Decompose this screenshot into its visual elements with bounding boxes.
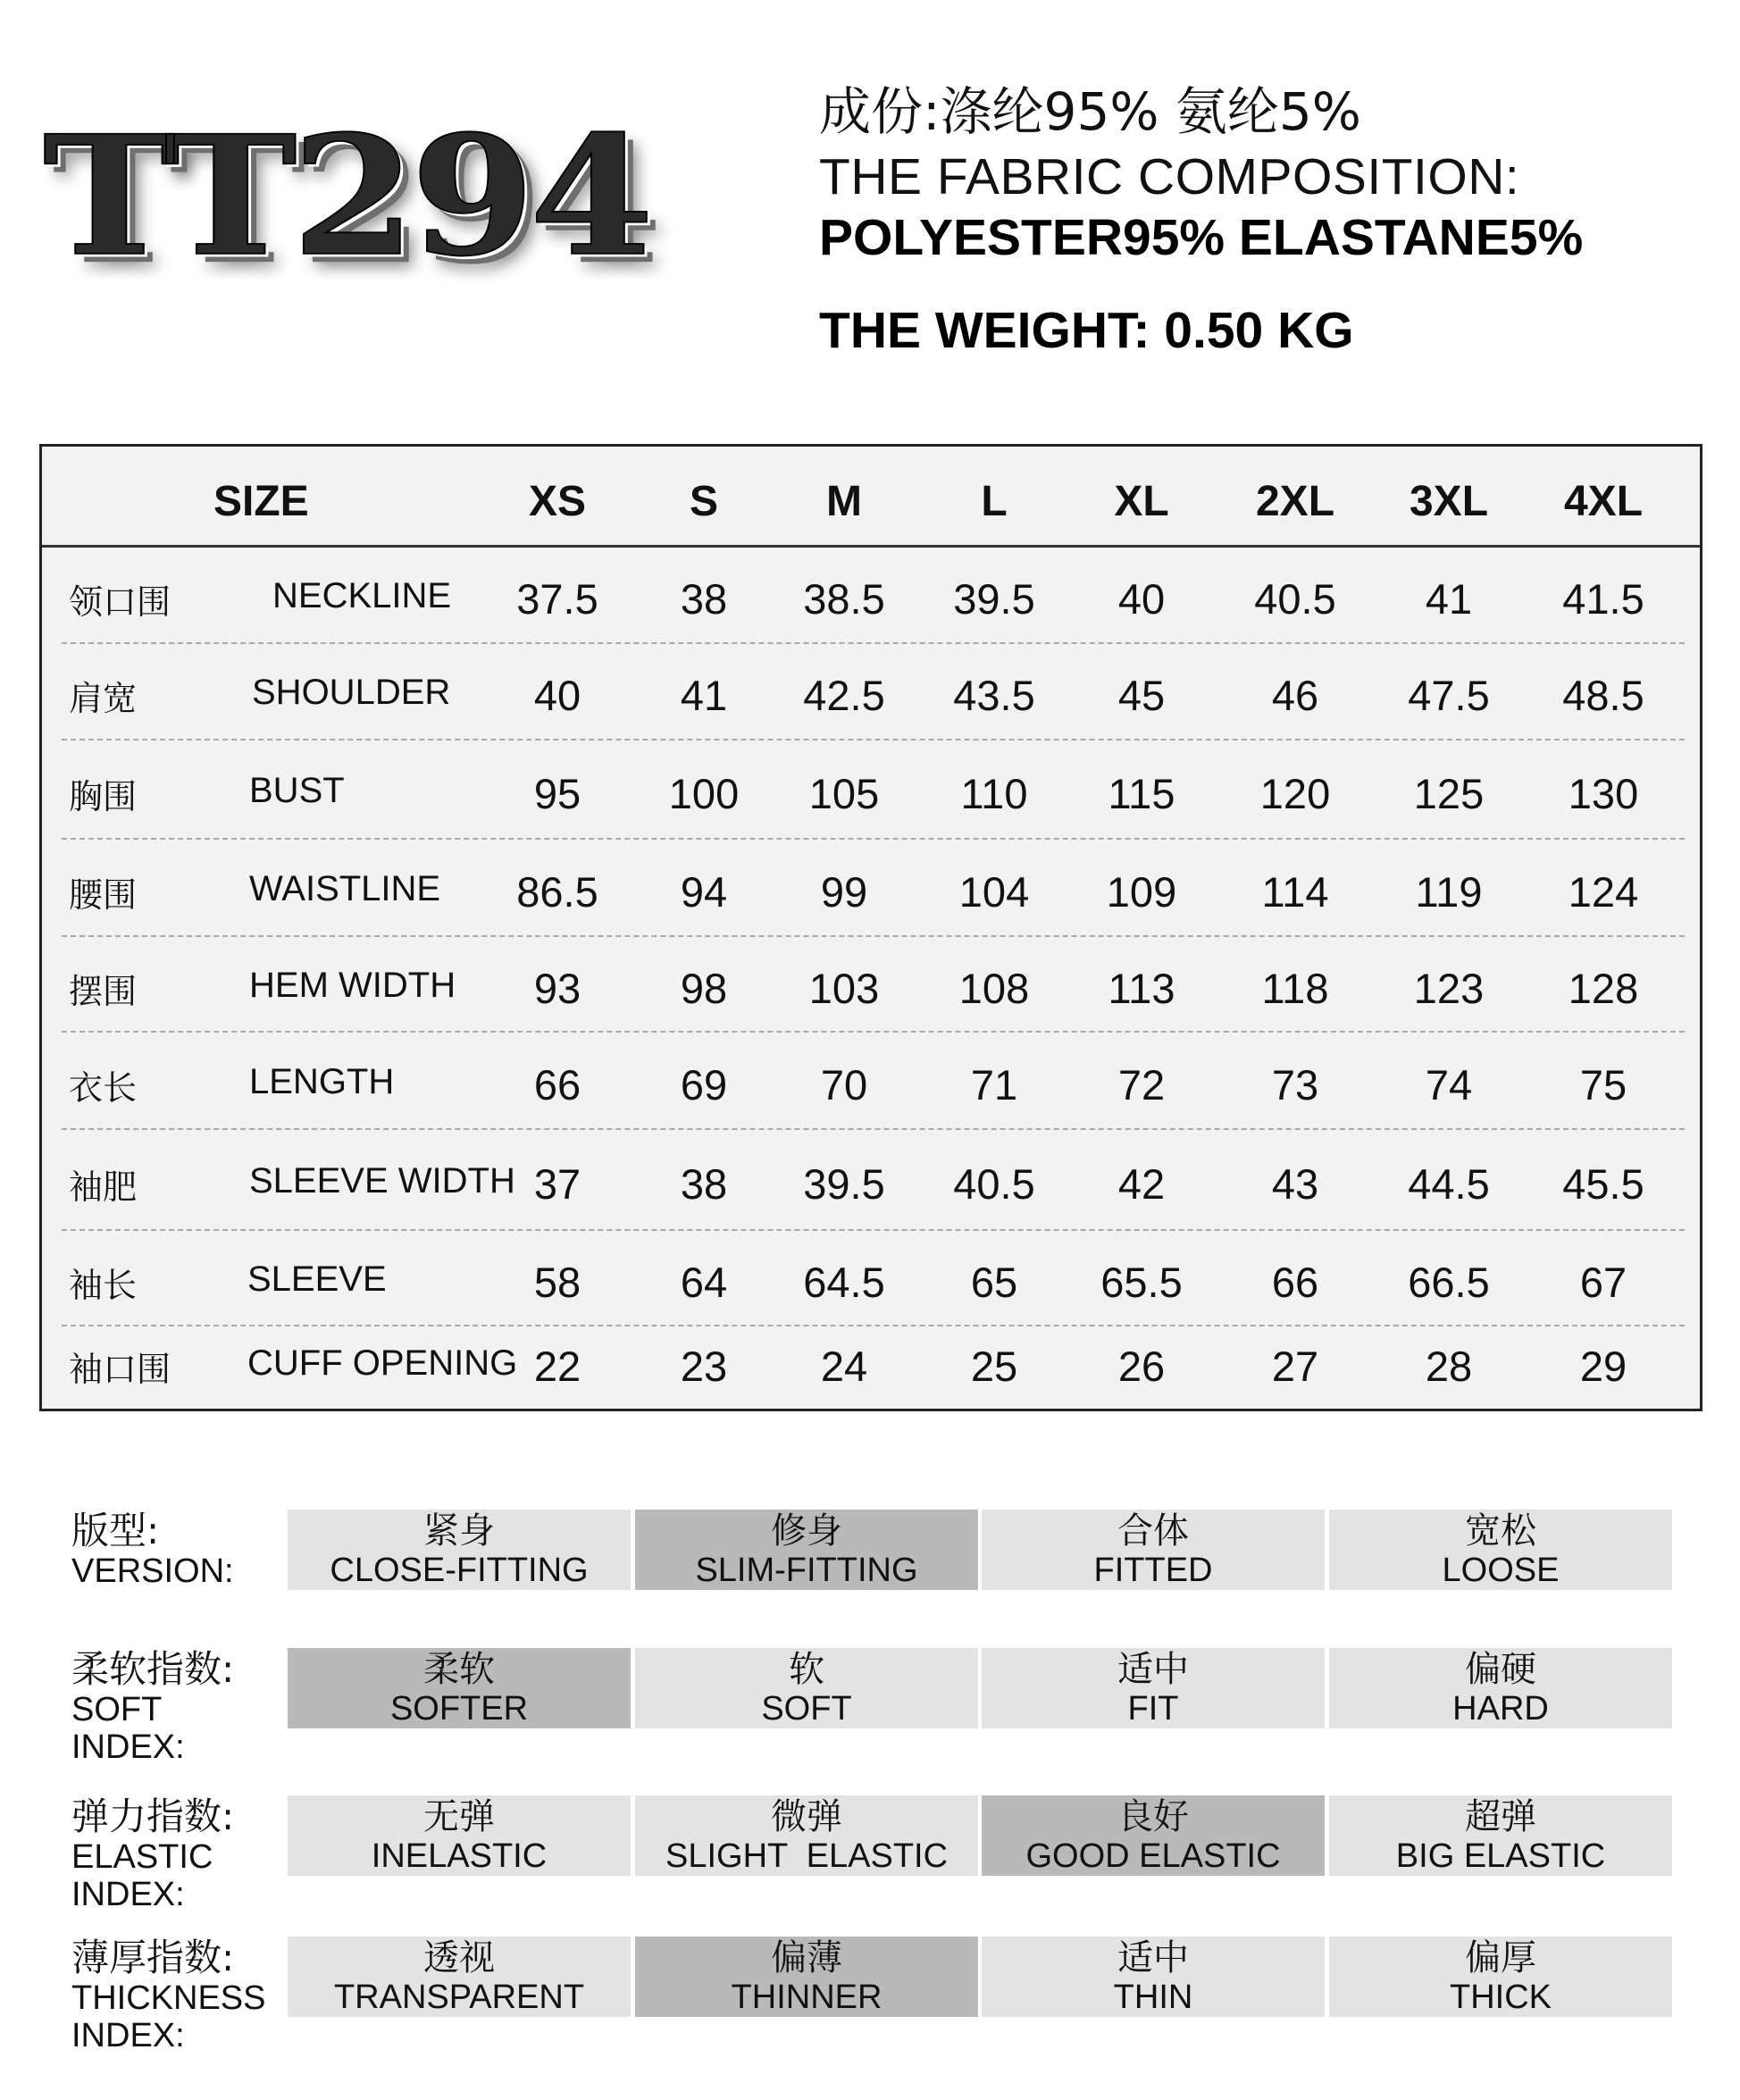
row-label-en: HEM WIDTH — [249, 966, 456, 1005]
index-label — [71, 1937, 265, 2054]
measurement-cell: 105 — [808, 770, 880, 817]
size-header-s: S — [689, 478, 719, 525]
measurement-cell: 104 — [958, 868, 1030, 916]
measurement-cell: 86.5 — [516, 868, 598, 916]
index-option — [1329, 1937, 1672, 2017]
measurement-cell: 93 — [533, 965, 581, 1012]
measurement-cell: 42 — [1117, 1160, 1166, 1208]
index-option — [1329, 1795, 1672, 1876]
index-label-en: THICKNESS — [71, 1979, 266, 2017]
row-label-en: SLEEVE WIDTH — [249, 1161, 515, 1201]
measurement-cell: 130 — [1568, 770, 1639, 817]
measurement-cell: 98 — [680, 965, 728, 1012]
measurement-cell: 38.5 — [803, 575, 885, 623]
row-label-en: LENGTH — [249, 1062, 395, 1101]
option-label-en: SOFT — [761, 1690, 852, 1728]
measurement-cell: 39.5 — [953, 575, 1035, 623]
table-row — [62, 1231, 1685, 1326]
measurement-cell: 67 — [1579, 1259, 1627, 1306]
row-label-cn: 衣长 — [69, 1068, 138, 1108]
index-option — [288, 1795, 631, 1876]
row-label-en: CUFF OPENING — [247, 1343, 518, 1383]
measurement-cell: 40 — [1117, 575, 1166, 623]
index-label — [71, 1648, 234, 1766]
option-label-cn: 适中 — [1117, 1649, 1189, 1690]
option-label-en: THICK — [1450, 1979, 1552, 2016]
measurement-cell: 65 — [970, 1259, 1018, 1306]
table-row — [62, 840, 1685, 937]
measurement-cell: 95 — [533, 770, 581, 817]
measurement-cell: 45 — [1117, 672, 1166, 719]
index-option-selected — [982, 1795, 1325, 1876]
row-label-cn: 腰围 — [69, 875, 138, 915]
index-label-cn: 柔软指数: — [71, 1647, 235, 1691]
option-label-cn: 透视 — [423, 1937, 495, 1979]
measurement-cell: 46 — [1271, 672, 1319, 719]
index-label-cn: 薄厚指数: — [71, 1936, 235, 1979]
measurement-cell: 64.5 — [803, 1259, 885, 1306]
index-option — [635, 1648, 978, 1728]
table-row — [62, 740, 1685, 840]
row-label-en: SLEEVE — [247, 1259, 387, 1299]
measurement-cell: 128 — [1568, 965, 1639, 1012]
table-row — [62, 937, 1685, 1033]
size-header-m: M — [826, 478, 862, 525]
measurement-cell: 115 — [1108, 770, 1175, 817]
table-row — [62, 548, 1685, 644]
index-option-selected — [288, 1648, 631, 1728]
measurement-cell: 114 — [1261, 868, 1329, 916]
row-label-en: NECKLINE — [272, 576, 452, 615]
size-header-xl: XL — [1114, 478, 1169, 525]
table-row — [62, 1326, 1685, 1400]
index-label-en: INDEX: — [71, 2017, 185, 2054]
size-header-4xl: 4XL — [1563, 478, 1644, 525]
size-header-xs: XS — [528, 478, 587, 525]
measurement-cell: 43.5 — [953, 672, 1035, 719]
measurement-cell: 24 — [820, 1343, 868, 1390]
index-label-en: ELASTIC — [71, 1838, 213, 1876]
table-row — [62, 1130, 1685, 1231]
index-option — [982, 1648, 1325, 1728]
index-label — [71, 1510, 234, 1590]
option-label-en: FITTED — [1093, 1552, 1213, 1589]
measurement-cell: 66.5 — [1408, 1259, 1490, 1306]
measurement-cell: 40.5 — [1254, 575, 1336, 623]
measurement-cell: 125 — [1413, 770, 1485, 817]
option-label-en: BIG ELASTIC — [1395, 1837, 1606, 1875]
measurement-cell: 120 — [1259, 770, 1331, 817]
measurement-cell: 37 — [533, 1160, 581, 1208]
measurement-cell: 71 — [970, 1061, 1018, 1109]
measurement-cell: 99 — [820, 868, 868, 916]
measurement-cell: 41.5 — [1562, 575, 1644, 623]
measurement-cell: 66 — [533, 1061, 581, 1109]
row-label-cn: 袖口围 — [69, 1350, 171, 1389]
index-label-en: SOFT — [71, 1691, 163, 1728]
composition-cn: 成份:涤纶95% 氨纶5% — [819, 81, 1361, 142]
index-option — [982, 1510, 1325, 1590]
option-label-en: FIT — [1127, 1690, 1179, 1728]
measurement-cell: 58 — [533, 1259, 581, 1306]
index-label-en: VERSION: — [71, 1552, 234, 1590]
measurement-cell: 23 — [680, 1343, 728, 1390]
size-header-l: L — [981, 478, 1008, 525]
option-label-en: CLOSE-FITTING — [330, 1552, 589, 1589]
measurement-cell: 22 — [533, 1343, 581, 1390]
measurement-cell: 66 — [1271, 1259, 1319, 1306]
row-label-cn: 肩宽 — [69, 679, 138, 718]
table-row — [62, 644, 1685, 740]
option-label-en: SLIM-FITTING — [695, 1552, 918, 1589]
option-label-cn: 合体 — [1117, 1510, 1189, 1552]
option-label-cn: 偏硬 — [1465, 1649, 1536, 1690]
weight-label: THE WEIGHT: 0.50 KG — [819, 302, 1354, 359]
table-row — [62, 1033, 1685, 1130]
measurement-cell: 94 — [680, 868, 728, 916]
measurement-cell: 40.5 — [953, 1160, 1035, 1208]
option-label-en: SOFTER — [389, 1690, 529, 1728]
index-option — [1329, 1648, 1672, 1728]
measurement-cell: 38 — [680, 575, 728, 623]
measurement-cell: 39.5 — [803, 1160, 885, 1208]
row-label-cn: 摆围 — [69, 972, 138, 1011]
measurement-cell: 74 — [1425, 1061, 1473, 1109]
measurement-cell: 69 — [680, 1061, 728, 1109]
index-option — [1329, 1510, 1672, 1590]
option-label-cn: 修身 — [771, 1510, 842, 1552]
measurement-cell: 103 — [808, 965, 880, 1012]
option-label-cn: 宽松 — [1465, 1510, 1536, 1552]
index-option-selected — [635, 1937, 978, 2017]
measurement-cell: 124 — [1568, 868, 1639, 916]
option-label-en: LOOSE — [1442, 1552, 1560, 1589]
index-label-cn: 弹力指数: — [71, 1795, 235, 1838]
measurement-cell: 113 — [1108, 965, 1175, 1012]
composition-label: THE FABRIC COMPOSITION: — [819, 148, 1520, 205]
row-label-cn: 领口围 — [69, 582, 171, 622]
option-label-en: THIN — [1113, 1979, 1193, 2016]
model-logo: TT294 — [43, 99, 649, 294]
index-label — [71, 1795, 234, 1913]
measurement-cell: 41 — [1425, 575, 1473, 623]
option-label-cn: 偏薄 — [771, 1937, 842, 1979]
option-label-cn: 微弹 — [771, 1796, 842, 1837]
table-header-row — [42, 447, 1700, 548]
index-label-en: INDEX: — [71, 1876, 185, 1913]
row-label-cn: 袖肥 — [69, 1167, 138, 1207]
index-option — [288, 1510, 631, 1590]
measurement-cell: 123 — [1413, 965, 1485, 1012]
measurement-cell: 100 — [668, 770, 740, 817]
option-label-cn: 紧身 — [423, 1510, 495, 1552]
size-table — [39, 444, 1702, 1411]
measurement-cell: 42.5 — [803, 672, 885, 719]
measurement-cell: 73 — [1271, 1061, 1319, 1109]
index-label-cn: 版型: — [71, 1509, 160, 1552]
composition-value: POLYESTER95% ELASTANE5% — [819, 209, 1584, 266]
measurement-cell: 37.5 — [516, 575, 598, 623]
row-label-en: WAISTLINE — [249, 869, 441, 908]
index-option-selected — [635, 1510, 978, 1590]
measurement-cell: 118 — [1261, 965, 1329, 1012]
row-label-cn: 胸围 — [69, 777, 138, 816]
index-option — [982, 1937, 1325, 2017]
size-header-3xl: 3XL — [1409, 478, 1489, 525]
index-label-en: INDEX: — [71, 1728, 185, 1766]
measurement-cell: 44.5 — [1408, 1160, 1490, 1208]
option-label-en: HARD — [1452, 1690, 1549, 1728]
measurement-cell: 75 — [1579, 1061, 1627, 1109]
measurement-cell: 25 — [970, 1343, 1018, 1390]
measurement-cell: 72 — [1117, 1061, 1166, 1109]
measurement-cell: 108 — [958, 965, 1030, 1012]
size-header: SIZE — [213, 478, 309, 525]
measurement-cell: 64 — [680, 1259, 728, 1306]
option-label-cn: 偏厚 — [1465, 1937, 1536, 1979]
row-label-en: SHOULDER — [252, 673, 451, 712]
measurement-cell: 70 — [820, 1061, 868, 1109]
row-label-en: BUST — [249, 771, 345, 810]
option-label-en: GOOD ELASTIC — [1025, 1837, 1281, 1875]
index-option — [635, 1795, 978, 1876]
option-label-cn: 超弹 — [1465, 1796, 1536, 1837]
option-label-en: SLIGHT ELASTIC — [665, 1837, 949, 1875]
measurement-cell: 43 — [1271, 1160, 1319, 1208]
size-header-2xl: 2XL — [1255, 478, 1335, 525]
measurement-cell: 65.5 — [1100, 1259, 1183, 1306]
option-label-cn: 良好 — [1117, 1796, 1189, 1837]
measurement-cell: 29 — [1579, 1343, 1627, 1390]
measurement-cell: 45.5 — [1562, 1160, 1644, 1208]
measurement-cell: 41 — [680, 672, 728, 719]
measurement-cell: 26 — [1117, 1343, 1166, 1390]
index-option — [288, 1937, 631, 2017]
option-label-en: INELASTIC — [371, 1837, 548, 1875]
option-label-cn: 适中 — [1117, 1937, 1189, 1979]
row-label-cn: 袖长 — [69, 1266, 138, 1305]
measurement-cell: 48.5 — [1562, 672, 1644, 719]
measurement-cell: 119 — [1415, 868, 1483, 916]
option-label-cn: 无弹 — [423, 1796, 495, 1837]
measurement-cell: 27 — [1271, 1343, 1319, 1390]
measurement-cell: 47.5 — [1408, 672, 1490, 719]
option-label-en: TRANSPARENT — [333, 1979, 585, 2016]
measurement-cell: 110 — [960, 770, 1028, 817]
measurement-cell: 109 — [1106, 868, 1177, 916]
measurement-cell: 38 — [680, 1160, 728, 1208]
option-label-cn: 柔软 — [423, 1649, 495, 1690]
option-label-cn: 软 — [789, 1649, 824, 1690]
measurement-cell: 28 — [1425, 1343, 1473, 1390]
measurement-cell: 40 — [533, 672, 581, 719]
option-label-en: THINNER — [731, 1979, 883, 2016]
